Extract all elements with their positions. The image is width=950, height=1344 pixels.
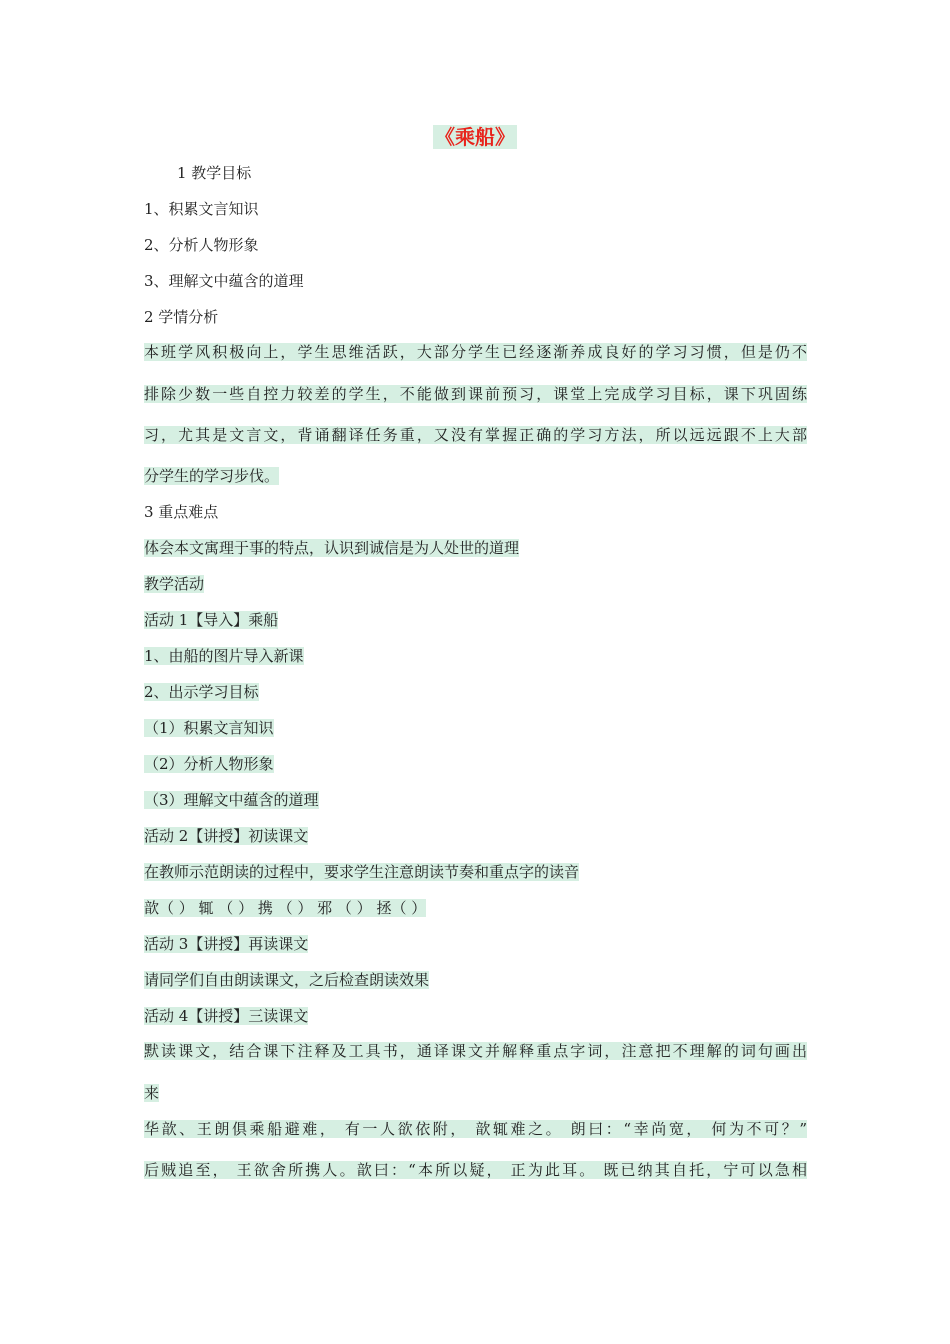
pronunciation-line: 歆（ ） 辄 （ ） 携 （ ） 邪 （ ） 拯（ ） xyxy=(144,899,427,917)
analysis-line: 习，尤其是文言文，背诵翻译任务重，又没有掌握正确的学习方法，所以远远跟不上大部 xyxy=(144,426,807,444)
classical-text-line: 华歆、王朗俱乘船避难， 有一人欲依附， 歆辄难之。 朗曰：“幸尚宽， 何为不可？” xyxy=(144,1120,807,1138)
activity-line: 默读课文，结合课下注释及工具书，通译课文并解释重点字词，注意把不理解的词句画出 xyxy=(144,1042,807,1060)
section-heading-analysis: 2 学情分析 xyxy=(144,308,219,326)
activity-line: （2）分析人物形象 xyxy=(144,755,274,773)
objective-item: 1、积累文言知识 xyxy=(144,200,259,218)
analysis-line: 排除少数一些自控力较差的学生，不能做到课前预习，课堂上完成学习目标，课下巩固练 xyxy=(144,385,807,403)
activity-line: 在教师示范朗读的过程中，要求学生注意朗读节奏和重点字的读音 xyxy=(144,863,580,881)
activity-heading: 活动 4【讲授】三读课文 xyxy=(144,1007,309,1025)
activity-line: （1）积累文言知识 xyxy=(144,719,274,737)
activity-line: 2、出示学习目标 xyxy=(144,683,259,701)
document-title: 《乘船》 xyxy=(435,125,515,149)
activity-line: （3）理解文中蕴含的道理 xyxy=(144,791,319,809)
objective-item: 2、分析人物形象 xyxy=(144,236,259,254)
analysis-line: 本班学风积极向上，学生思维活跃，大部分学生已经逐渐养成良好的学习习惯，但是仍不 xyxy=(144,343,807,361)
section-heading-key-points: 3 重点难点 xyxy=(144,503,219,521)
activity-heading: 活动 3【讲授】再读课文 xyxy=(144,935,309,953)
activity-heading: 活动 1【导入】乘船 xyxy=(144,611,279,629)
activity-line: 请同学们自由朗读课文，之后检查朗读效果 xyxy=(144,971,430,989)
objective-item: 3、理解文中蕴含的道理 xyxy=(144,272,304,290)
activity-heading: 活动 2【讲授】初读课文 xyxy=(144,827,309,845)
activities-heading: 教学活动 xyxy=(144,575,205,593)
section-heading-objectives: 1 教学目标 xyxy=(177,164,252,182)
key-points-text: 体会本文寓理于事的特点，认识到诚信是为人处世的道理 xyxy=(144,539,520,557)
analysis-line: 分学生的学习步伐。 xyxy=(144,467,280,485)
activity-line: 来 xyxy=(144,1084,160,1102)
classical-text-line: 后贼追至， 王欲舍所携人。歆曰：“本所以疑， 正为此耳。 既已纳其自托，宁可以急相 xyxy=(144,1161,807,1179)
activity-line: 1、由船的图片导入新课 xyxy=(144,647,304,665)
